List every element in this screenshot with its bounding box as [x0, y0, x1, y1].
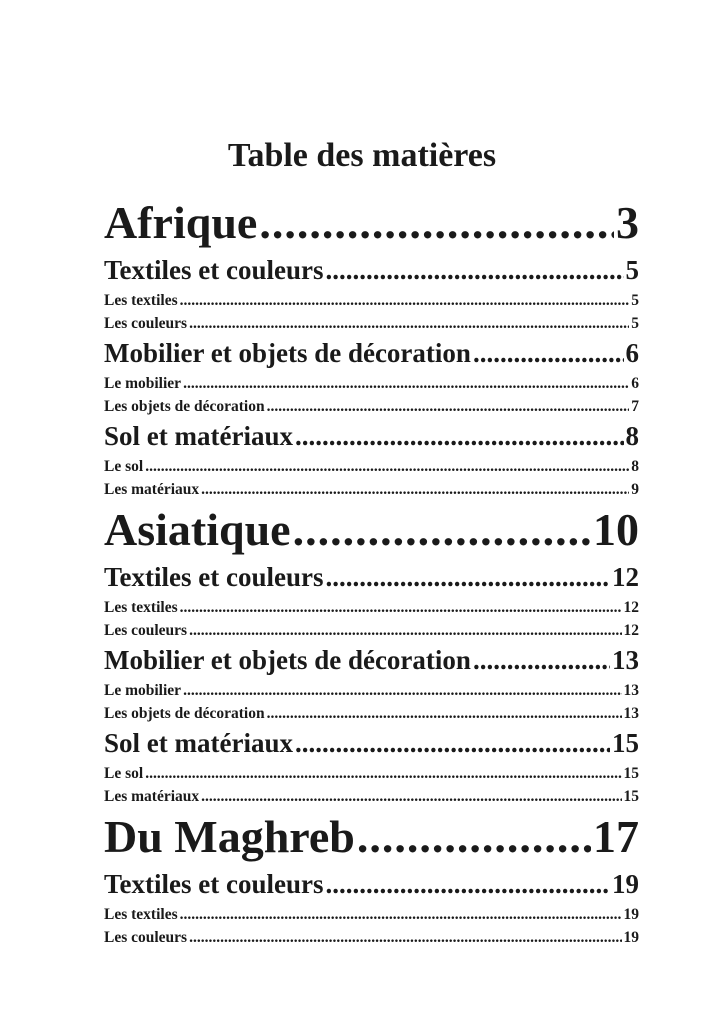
- toc-entry-page: 19: [612, 869, 639, 899]
- dot-leader: [183, 372, 629, 395]
- toc-entry-label: Les textiles: [104, 599, 178, 616]
- dot-leader: [295, 725, 610, 762]
- toc-entry-label: Textiles et couleurs: [104, 255, 324, 285]
- toc-entry-level3[interactable]: [104, 619, 639, 642]
- dot-leader: [201, 785, 621, 808]
- toc-entry-level3[interactable]: [104, 455, 639, 478]
- toc-entry-label: Textiles et couleurs: [104, 562, 324, 592]
- page-title: Table des matières: [227, 137, 497, 174]
- toc-entry-label: Sol et matériaux: [104, 728, 293, 758]
- toc-entry-level1[interactable]: [104, 808, 639, 866]
- toc-entry-page: 15: [612, 728, 639, 758]
- toc-entry-label: Textiles et couleurs: [104, 869, 324, 899]
- toc-entry-page: 5: [625, 255, 639, 285]
- toc-entry-page: 13: [623, 705, 639, 722]
- toc-entry-page: 5: [631, 315, 639, 332]
- toc-entry-page: 15: [623, 765, 639, 782]
- toc-entry-page: 17: [593, 811, 639, 862]
- toc-entry-level3[interactable]: [104, 372, 639, 395]
- toc-entry-level3[interactable]: [104, 596, 639, 619]
- toc-entry-label: Mobilier et objets de décoration: [104, 338, 471, 368]
- dot-leader: [180, 596, 622, 619]
- dot-leader: [183, 679, 621, 702]
- toc-entry-page: 8: [625, 421, 639, 451]
- toc-entry-page: 6: [625, 338, 639, 368]
- toc-entry-level1[interactable]: [104, 194, 639, 252]
- dot-leader: [259, 194, 614, 252]
- toc-entry-level2[interactable]: [104, 335, 639, 372]
- dot-leader: [473, 335, 624, 372]
- toc-entry-label: Les textiles: [104, 292, 178, 309]
- dot-leader: [267, 702, 622, 725]
- dot-leader: [180, 289, 630, 312]
- toc-entry-page: 12: [612, 562, 639, 592]
- dot-leader: [325, 252, 623, 289]
- toc-entry-label: Afrique: [104, 197, 258, 248]
- toc-entry-level2[interactable]: [104, 866, 639, 903]
- dot-leader: [473, 642, 610, 679]
- dot-leader: [357, 808, 591, 866]
- dot-leader: [293, 501, 591, 559]
- toc-entry-page: 12: [623, 599, 639, 616]
- toc-entry-level3[interactable]: [104, 395, 639, 418]
- toc-entry-level3[interactable]: [104, 289, 639, 312]
- toc-entry-page: 9: [631, 481, 639, 498]
- toc-entry-label: Les matériaux: [104, 788, 200, 805]
- dot-leader: [180, 903, 622, 926]
- dot-leader: [189, 312, 629, 335]
- toc-entry-label: Les textiles: [104, 906, 178, 923]
- dot-leader: [201, 478, 629, 501]
- toc-entry-page: 5: [631, 292, 639, 309]
- dot-leader: [189, 926, 621, 949]
- toc-entry-level3[interactable]: [104, 762, 639, 785]
- toc-entry-label: Asiatique: [104, 504, 291, 555]
- dot-leader: [325, 866, 610, 903]
- toc-entry-label: Le sol: [104, 765, 144, 782]
- dot-leader: [189, 619, 621, 642]
- dot-leader: [267, 395, 630, 418]
- toc-entry-label: Sol et matériaux: [104, 421, 293, 451]
- toc-entry-level3[interactable]: [104, 903, 639, 926]
- toc-entry-page: 10: [593, 504, 639, 555]
- toc-entry-page: 6: [631, 375, 639, 392]
- toc-entry-label: Les objets de décoration: [104, 398, 265, 415]
- toc-entry-level2[interactable]: [104, 418, 639, 455]
- toc-entry-label: Les matériaux: [104, 481, 200, 498]
- toc-entry-level1[interactable]: [104, 501, 639, 559]
- toc-entry-label: Le sol: [104, 458, 144, 475]
- toc-entry-page: 19: [623, 906, 639, 923]
- toc-entry-label: Les objets de décoration: [104, 705, 265, 722]
- toc-entry-page: 15: [623, 788, 639, 805]
- toc-entry-page: 12: [623, 622, 639, 639]
- toc-entry-page: 8: [631, 458, 639, 475]
- toc-entry-level2[interactable]: [104, 725, 639, 762]
- toc-entry-level3[interactable]: [104, 785, 639, 808]
- toc-entry-label: Les couleurs: [104, 929, 188, 946]
- toc-entry-level3[interactable]: [104, 926, 639, 949]
- toc-entry-level3[interactable]: [104, 312, 639, 335]
- toc-entry-page: 19: [623, 929, 639, 946]
- toc-entry-level3[interactable]: [104, 702, 639, 725]
- toc-entry-level2[interactable]: [104, 559, 639, 596]
- dot-leader: [325, 559, 610, 596]
- toc-entry-level3[interactable]: [104, 679, 639, 702]
- toc-entry-label: Mobilier et objets de décoration: [104, 645, 471, 675]
- toc-entry-label: Le mobilier: [104, 682, 182, 699]
- toc-entry-page: 3: [616, 197, 639, 248]
- toc-entry-label: Les couleurs: [104, 622, 188, 639]
- toc-entry-level2[interactable]: [104, 252, 639, 289]
- dot-leader: [145, 762, 621, 785]
- toc-entry-label: Du Maghreb: [104, 811, 355, 862]
- toc-entry-page: 13: [612, 645, 639, 675]
- dot-leader: [295, 418, 624, 455]
- table-of-contents: [104, 194, 639, 949]
- toc-entry-label: Le mobilier: [104, 375, 182, 392]
- toc-entry-label: Les couleurs: [104, 315, 188, 332]
- toc-entry-level2[interactable]: [104, 642, 639, 679]
- toc-entry-level3[interactable]: [104, 478, 639, 501]
- toc-entry-page: 13: [623, 682, 639, 699]
- toc-entry-page: 7: [631, 398, 639, 415]
- dot-leader: [145, 455, 629, 478]
